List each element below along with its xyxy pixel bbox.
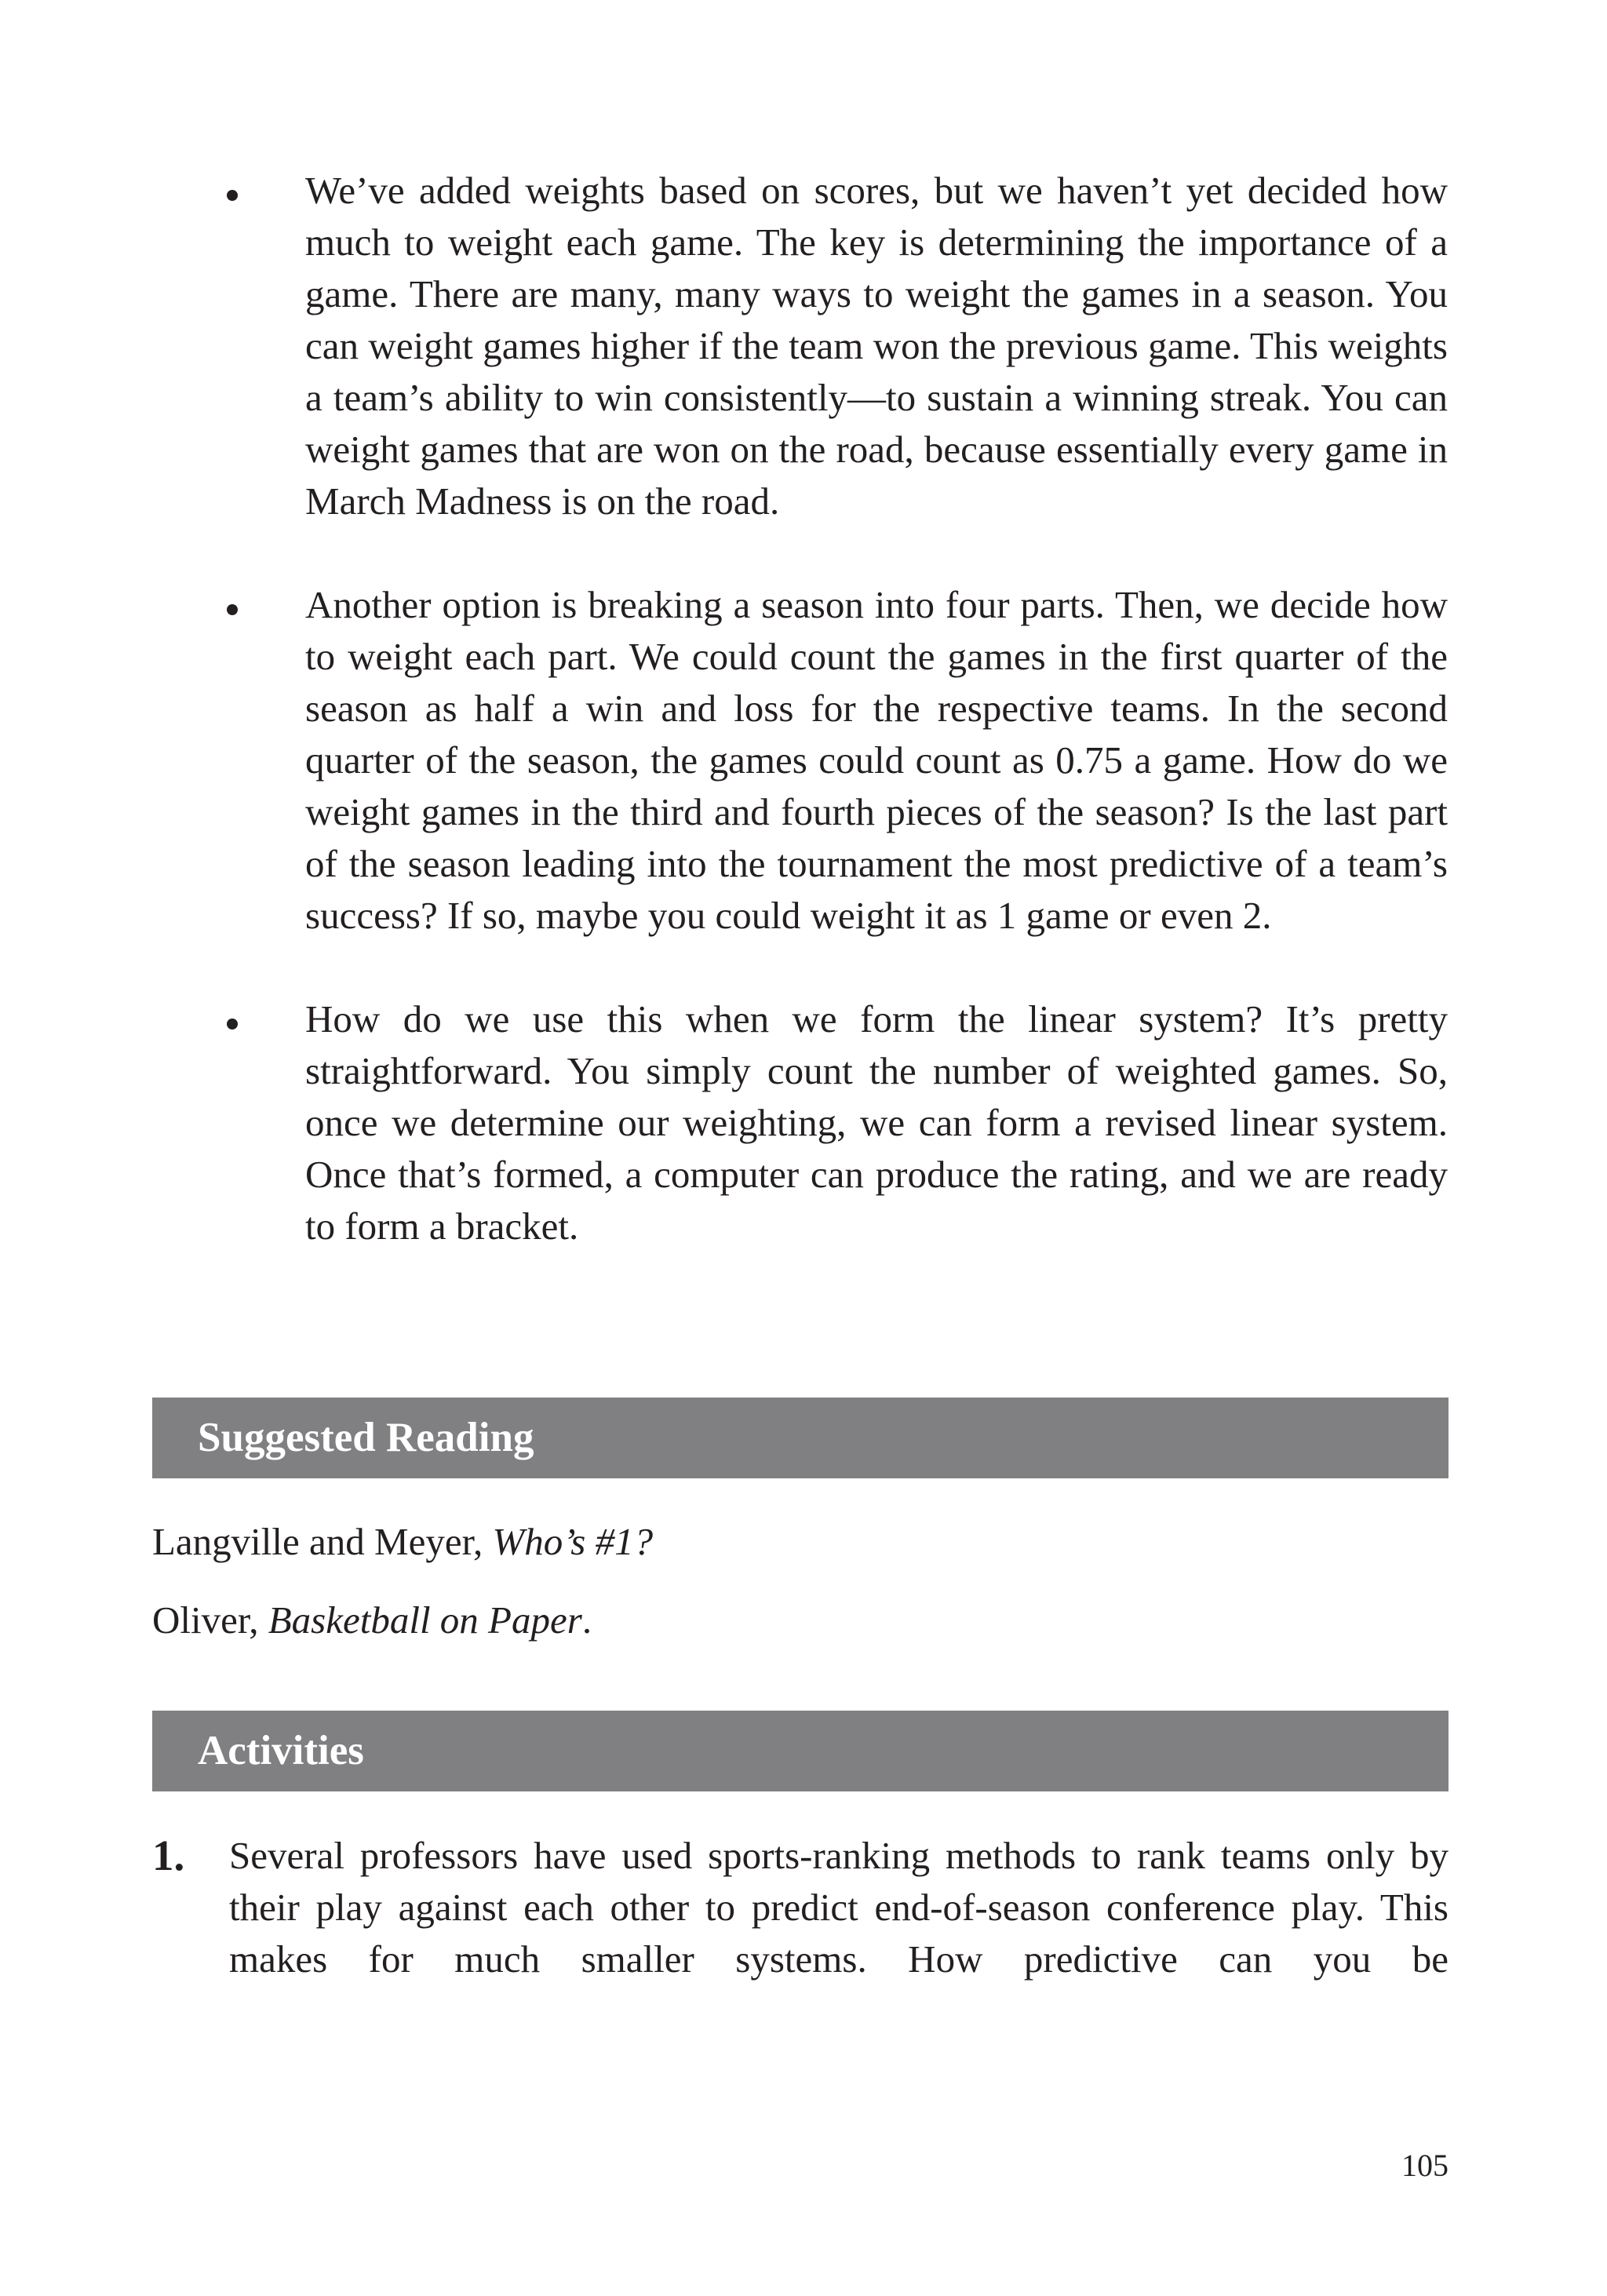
page-number: 105 (1401, 2148, 1448, 2183)
activity-item (152, 1830, 1448, 1985)
reference-item (152, 1518, 653, 1565)
bullet-text: How do we use this when we form the linear system? It’s pretty straightforward. You simply count the number of weighted games. So, once we determine our weighting, we can form a revised linear system. Once that’s formed, a computer can produce the rating, and we are ready to form a bracket. (305, 997, 1448, 1248)
activities-heading: Activities (152, 1711, 1448, 1791)
bullet-dot-icon (227, 604, 238, 615)
bullet-item (224, 579, 1448, 942)
activity-text: Several professors have used sports-ranking methods to rank teams only by their play against each other to predict end-of-season conference play. This makes for much smaller systems. How predictive can you be (229, 1834, 1448, 1981)
reference-item (152, 1597, 592, 1644)
bullet-dot-icon (227, 1019, 238, 1030)
activity-number: 1. (152, 1831, 185, 1879)
bullet-item (224, 165, 1448, 527)
bullet-text: We’ve added weights based on scores, but we haven’t yet decided how much to weight each game. The key is determining the importance of a game. There are many, many ways to weight the games in a season. You can weight games higher if the team won the previous game. This weights a team’s ability to win consistently—to sustain a winning streak. You can weight games that are won on the road, because essentially every game in March Madness is on the road. (305, 169, 1448, 523)
bullet-dot-icon (227, 190, 238, 201)
reference-title: Who’s #1? (492, 1520, 654, 1563)
bullet-text: Another option is breaking a season into four parts. Then, we decide how to weight each part. We could count the games in the first quarter of the season as half a win and loss for the respective teams. In the second quarter of the season, the games could count as 0.75 a game. How do we weight games in the third and fourth pieces of the season? Is the last part of the season leading into the tournament the most predictive of a team’s success? If so, maybe you could weight it as 1 game or even 2. (305, 583, 1448, 937)
reference-author: Langville and Meyer, (152, 1520, 493, 1563)
bullet-list (224, 165, 1448, 1252)
reference-trailing: . (581, 1598, 592, 1642)
reference-title: Basketball on Paper (268, 1598, 582, 1642)
bullet-item (224, 993, 1448, 1252)
suggested-reading-heading: Suggested Reading (152, 1398, 1448, 1478)
reference-author: Oliver, (152, 1598, 268, 1642)
